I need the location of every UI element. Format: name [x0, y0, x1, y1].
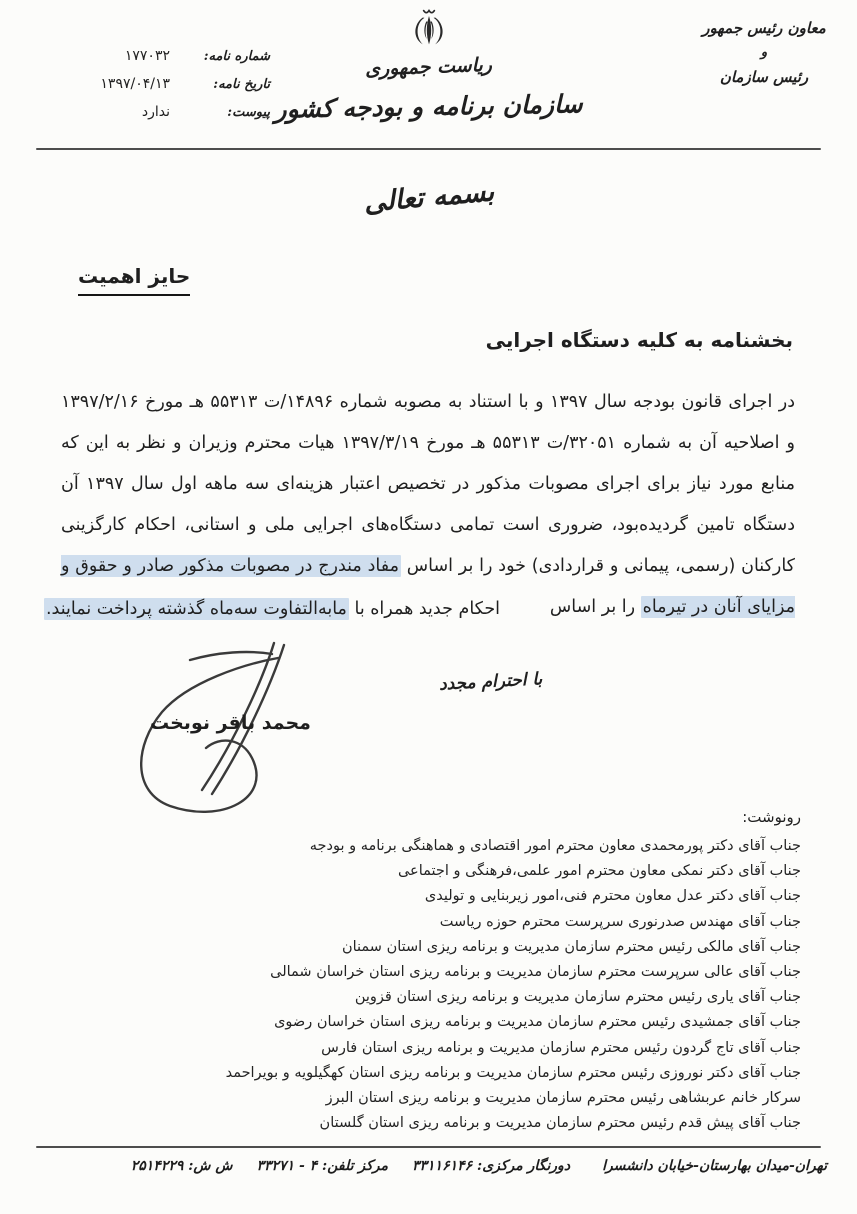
cc-item: جناب آقای دکتر نوروزی رئیس محترم سازمان مدیریت و برنامه ریزی استان کهگیلویه و بویراحمد [225, 1064, 801, 1081]
footer-phone: مرکز تلفن: ۴ - ۳۳۲۷۱ [256, 1158, 388, 1174]
cc-item: جناب آقای دکتر عدل معاون محترم فنی،امور زیربنایی و تولیدی [424, 888, 801, 905]
attachment-value: ندارد [141, 104, 170, 120]
body-last-line [44, 594, 500, 624]
cc-item: جناب آقای دکتر پورمحمدی معاون محترم امور اقتصادی و هماهنگی برنامه و بودجه [309, 838, 801, 854]
header-divider [36, 148, 821, 150]
cc-item: سرکار خانم عربشاهی رئیس محترم سازمان مدیریت و برنامه ریزی استان البرز [325, 1090, 801, 1107]
presidency-title: ریاست جمهوری [364, 53, 493, 81]
letter-number-value: ۱۷۷۰۳۲ [124, 48, 170, 64]
cc-item: جناب آقای دکتر نمکی معاون محترم امور علمی،فرهنگی و اجتماعی [397, 863, 801, 880]
and-conjunction: و [760, 44, 768, 60]
letter-date-value: ۱۳۹۷/۰۴/۱۳ [100, 76, 170, 92]
body-highlighted-segment: مفاد مندرج در مصوبات مذکور صادر و حقوق و مزایای آنان در تیرماه [61, 556, 795, 617]
iran-emblem-icon [406, 6, 452, 52]
letter-meta-block [58, 48, 270, 120]
cc-item: جناب آقای عالی سرپرست محترم سازمان مدیریت و برنامه ریزی استان خراسان شمالی [270, 964, 801, 981]
cc-item: جناب آقای پیش قدم رئیس محترم سازمان مدیریت و برنامه ریزی استان گلستان [319, 1115, 801, 1132]
cc-title: رونوشت: [742, 808, 801, 826]
footer-divider [36, 1146, 821, 1148]
body-text-segment: احکام جدید همراه با [348, 599, 500, 619]
cc-item: جناب آقای یاری رئیس محترم سازمان مدیریت و برنامه ریزی استان قزوین [354, 989, 801, 1006]
organization-name: سازمان برنامه و بودجه کشور [274, 89, 583, 124]
signatory-name: محمد باقر نوبخت [150, 712, 311, 734]
cc-list [226, 834, 801, 1136]
cc-item: جناب آقای مالکی رئیس محترم سازمان مدیریت و برنامه ریزی استان سمنان [341, 938, 801, 955]
cc-item: جناب آقای مهندس صدرنوری سرپرست محترم حوزه ریاست [439, 913, 801, 930]
footer-fax: دورنگار مرکزی: ۳۳۱۱۶۱۴۶ [412, 1158, 571, 1174]
besmellah-calligraphy: بسمه تعالی [362, 176, 495, 219]
attachment-label: پیوست: [227, 104, 270, 120]
footer-address: تهران-میدان بهارستان-خیابان دانشسرا [602, 1158, 827, 1174]
body-highlighted-segment: مابه‌التفاوت سه‌ماه گذشته پرداخت نمایند. [45, 599, 347, 619]
cc-item: جناب آقای جمشیدی رئیس محترم سازمان مدیریت و برنامه ریزی استان خراسان رضوی [274, 1014, 801, 1031]
footer-contact-line [36, 1158, 827, 1174]
deputy-president-title: معاون رئیس جمهور [702, 19, 826, 37]
cc-item: جناب آقای تاج گردون رئیس محترم سازمان مدیریت و برنامه ریزی استان فارس [321, 1039, 801, 1056]
body-text-segment: در اجرای قانون بودجه سال ۱۳۹۷ و با استناد به مصوبه شماره ۱۴۸۹۶/ت ۵۵۳۱۳ هـ مورخ ۱۳۹۷/۲/۱۶ و اصلاحیه آن به شماره ۳۲۰۵۱/ت ۵۵۳۱۳ هـ مورخ ۱۳۹۷/۳/۱۹ هیات محترم وزیران و نظر به این که منابع مورد نیاز برای اجرای مصوبات مذکور در تخصیص اعتبار هزینه‌ای سه ماهه اول سال ۱۳۹۷ آن دستگاه تامین گردیده‌بود، ضروری است تمامی دستگاه‌های اجرایی ملی و استانی، احکام کارگزینی کارکنان (رسمی، پیمانی و قراردادی) خود را بر اساس [61, 392, 796, 576]
footer-serial: ش ش: ۲۵۱۴۲۲۹ [130, 1158, 233, 1174]
letter-number-label: شماره نامه: [203, 48, 270, 64]
importance-tag: حایز اهمیت [78, 264, 190, 296]
circular-subject: بخشنامه به کلیه دستگاه اجرایی [485, 328, 793, 352]
body-paragraph [61, 382, 795, 628]
letter-date-label: تاریخ نامه: [213, 76, 270, 92]
body-text-segment: را بر اساس [549, 597, 641, 617]
organization-head-title: رئیس سازمان [719, 67, 809, 86]
closing-salutation: با احترام مجدد [438, 669, 543, 695]
